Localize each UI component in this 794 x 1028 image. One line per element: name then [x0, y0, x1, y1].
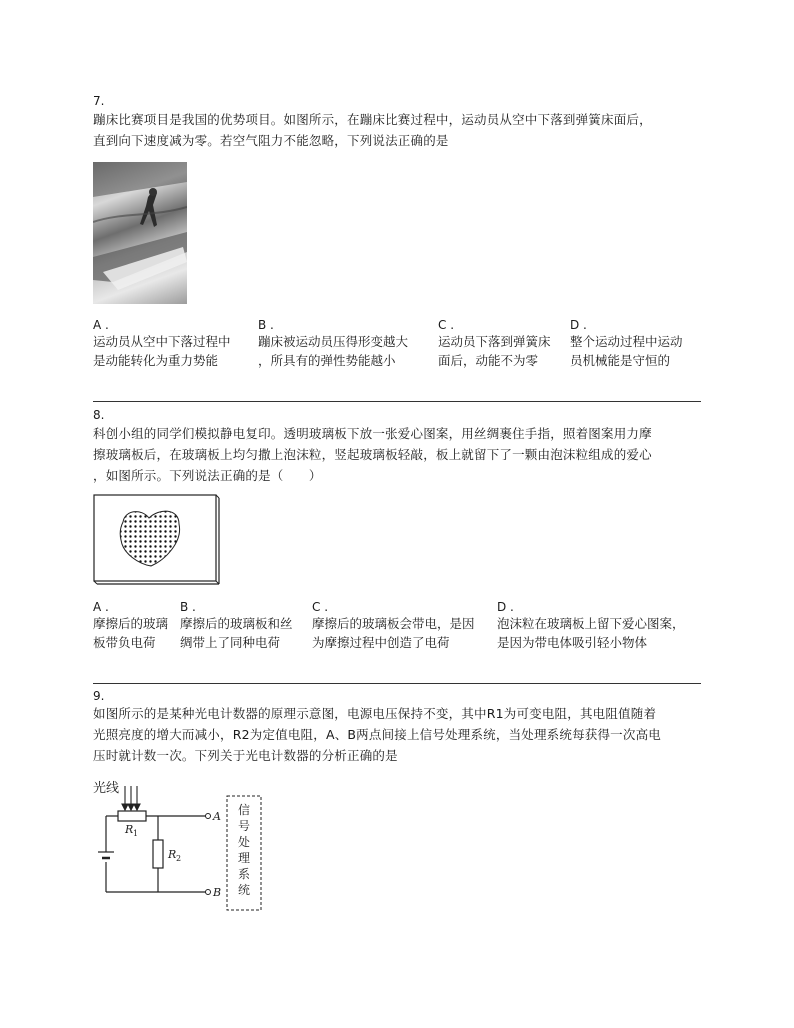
option-text: [93, 614, 168, 652]
question-9-stem: [93, 703, 698, 766]
glass-plate-heart-figure: [93, 494, 221, 586]
question-7-stem-line: 蹦床比赛项目是我国的优势项目。如图所示，在蹦床比赛过程中，运动员从空中下落到弹簧床面后，: [93, 112, 652, 127]
option-text-line: 摩擦后的玻璃板会带电，是因: [312, 616, 475, 631]
signal-system-char: 处: [237, 835, 251, 849]
option-text-line: 绸带上了同种电荷: [180, 635, 281, 650]
signal-system-label: [238, 802, 250, 897]
option-text-line: 运动员下落到弹簧床: [438, 334, 551, 349]
r2-resistor: [153, 840, 163, 868]
option-text-line: 是因为带电体吸引轻小物体: [497, 635, 648, 650]
question-8-option-c[interactable]: [312, 600, 475, 652]
question-7-option-d[interactable]: [570, 318, 683, 370]
option-text-line: 摩擦后的玻璃: [93, 616, 169, 631]
option-letter: A .: [93, 318, 109, 332]
option-letter: B .: [258, 318, 274, 332]
trampoline-photo: [93, 162, 187, 304]
question-8-option-b[interactable]: [180, 600, 293, 652]
option-letter: A .: [93, 600, 109, 614]
question-8-stem-line: ，如图所示。下列说法正确的是（ ）: [93, 468, 322, 483]
question-7-number: 7.: [93, 94, 105, 108]
option-letter: D .: [497, 600, 514, 614]
option-letter: B .: [180, 600, 196, 614]
photoelectric-counter-circuit: [93, 774, 268, 916]
option-letter: D .: [570, 318, 587, 332]
option-text: [93, 332, 231, 370]
option-text-line: ，所具有的弹性势能越小: [258, 353, 396, 368]
question-9-number: 9.: [93, 689, 105, 703]
option-text-line: 板带负电荷: [93, 635, 156, 650]
terminal-b-label: B: [213, 886, 222, 899]
signal-system-char: 信: [237, 803, 251, 817]
option-text: [312, 614, 475, 652]
option-letter: C .: [438, 318, 455, 332]
question-8-option-d[interactable]: [497, 600, 685, 652]
option-text-line: 蹦床被运动员压得形变越大: [258, 334, 409, 349]
option-text-line: 是动能转化为重力势能: [93, 353, 219, 368]
question-9-stem-line: 光照亮度的增大而减小，R2为定值电阻，A、B两点间接上信号处理系统，当处理系统每获得一次高电: [93, 727, 661, 742]
option-letter: C .: [312, 600, 329, 614]
question-9-stem-line: 压时就计数一次。下列关于光电计数器的分析正确的是: [93, 748, 398, 763]
question-divider: [93, 401, 701, 402]
option-text-line: 运动员从空中下落过程中: [93, 334, 231, 349]
signal-system-char: 系: [237, 867, 251, 881]
signal-system-char: 统: [237, 883, 251, 897]
question-7-stem-line: 直到向下速度减为零。若空气阻力不能忽略，下列说法正确的是: [93, 133, 449, 148]
option-text-line: 面后，动能不为零: [438, 353, 539, 368]
r1-subscript: 1: [133, 829, 139, 838]
question-7-option-a[interactable]: [93, 318, 231, 370]
r2-subscript: 2: [176, 854, 182, 863]
question-8-option-a[interactable]: [93, 600, 168, 652]
option-text: [497, 614, 685, 652]
terminal-a-label: A: [213, 810, 221, 823]
r1-resistor: [118, 811, 146, 821]
light-arrows-icon: [122, 786, 140, 810]
option-text-line: 员机械能是守恒的: [570, 353, 671, 368]
question-7-stem: [93, 109, 698, 151]
option-text: [570, 332, 683, 370]
question-8-number: 8.: [93, 408, 105, 422]
option-text-line: 为摩擦过程中创造了电荷: [312, 635, 450, 650]
option-text-line: 泡沫粒在玻璃板上留下爱心图案，: [497, 616, 685, 631]
question-8-stem-line: 擦玻璃板后，在玻璃板上均匀撒上泡沫粒，竖起玻璃板轻敲，板上就留下了一颗由泡沫粒组成的爱心: [93, 447, 652, 462]
question-8-stem-line: 科创小组的同学们模拟静电复印。透明玻璃板下放一张爱心图案，用丝绸裹住手指，照着图案用力摩: [93, 426, 652, 441]
trampoline-athlete-image: [93, 162, 187, 304]
question-divider: [93, 683, 701, 684]
question-8-stem: [93, 423, 698, 486]
light-label: 光线: [93, 781, 120, 796]
r2-label: R: [168, 848, 177, 861]
option-text-line: 摩擦后的玻璃板和丝: [180, 616, 293, 631]
r1-label: R: [125, 823, 134, 836]
terminal-a: [206, 814, 211, 819]
question-9-stem-line: 如图所示的是某种光电计数器的原理示意图，电源电压保持不变，其中R1为可变电阻，其电阻值随着: [93, 706, 657, 721]
question-7-option-c[interactable]: [438, 318, 551, 370]
option-text: [180, 614, 293, 652]
option-text-line: 整个运动过程中运动: [570, 334, 683, 349]
option-text: [438, 332, 551, 370]
signal-system-char: 理: [237, 851, 251, 865]
question-7-option-b[interactable]: [258, 318, 408, 370]
terminal-b: [206, 890, 211, 895]
option-text: [258, 332, 408, 370]
signal-system-char: 号: [237, 819, 251, 833]
